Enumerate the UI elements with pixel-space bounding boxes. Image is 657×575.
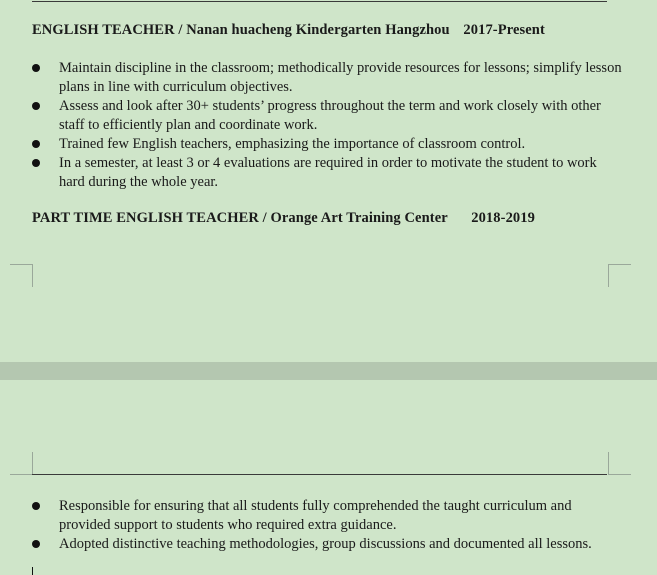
bullet-text: In a semester, at least 3 or 4 evaluations are required in order to motivate the student to work hard during the whole year.: [59, 155, 597, 190]
list-item[interactable]: [32, 535, 622, 554]
page-margin-corner-top-right: [608, 264, 631, 287]
list-item[interactable]: [32, 135, 622, 154]
job-years: 2018-2019: [471, 210, 535, 226]
list-item[interactable]: [32, 497, 622, 535]
job-2-bullet-list[interactable]: [32, 497, 622, 554]
job-title: ENGLISH TEACHER / Nanan huacheng Kindergarten Hangzhou: [32, 22, 450, 38]
list-item[interactable]: [32, 59, 622, 97]
bullet-icon: [32, 502, 40, 510]
page-margin-corner-bottom-left: [10, 452, 33, 475]
bullet-text: Responsible for ensuring that all students fully comprehended the taught curriculum and provided support to students who required extra guidance.: [59, 498, 572, 533]
bullet-icon: [32, 159, 40, 167]
bullet-icon: [32, 102, 40, 110]
job-heading-part-time-teacher[interactable]: [32, 210, 622, 227]
bullet-text: Assess and look after 30+ students’ progress throughout the term and work closely with other staff to efficiently plan and coordinate work.: [59, 98, 601, 133]
job-1-bullet-list[interactable]: [32, 59, 622, 192]
bullet-text: Trained few English teachers, emphasizing the importance of classroom control.: [59, 136, 526, 152]
job-years: 2017-Present: [463, 22, 545, 38]
page-break-gap: [0, 362, 657, 380]
bullet-icon: [32, 540, 40, 548]
bullet-icon: [32, 64, 40, 72]
section-divider-bottom: [32, 474, 607, 475]
bullet-text: Maintain discipline in the classroom; methodically provide resources for lessons; simplify lesson plans in line with curriculum objectives.: [59, 60, 622, 95]
page-margin-corner-bottom-right: [608, 452, 631, 475]
job-heading-english-teacher[interactable]: [32, 22, 622, 39]
bullet-text: Adopted distinctive teaching methodologies, group discussions and documented all lessons.: [59, 536, 592, 552]
list-item[interactable]: [32, 154, 622, 192]
bullet-icon: [32, 140, 40, 148]
list-item[interactable]: [32, 97, 622, 135]
page-margin-corner-top-left: [10, 264, 33, 287]
job-title: PART TIME ENGLISH TEACHER / Orange Art Training Center: [32, 210, 448, 226]
section-divider-top: [32, 1, 607, 2]
